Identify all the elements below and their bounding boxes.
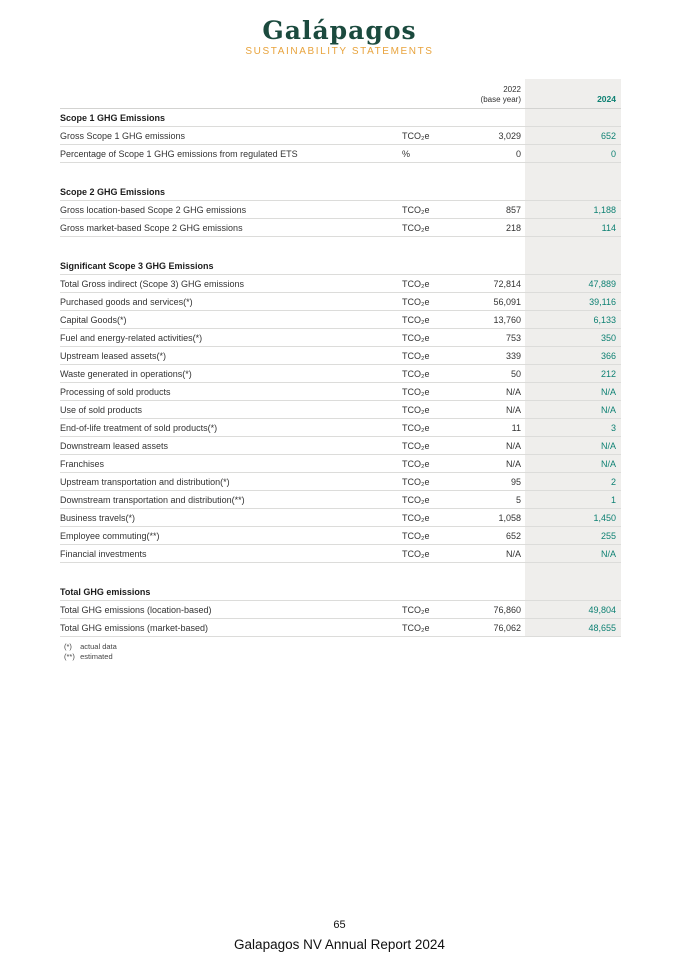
value-2022: 218	[505, 222, 521, 233]
row-label: Total Gross indirect (Scope 3) GHG emissions	[60, 278, 245, 289]
report-title: Galapagos NV Annual Report 2024	[234, 937, 445, 952]
value-2024: 212	[600, 368, 616, 379]
table-row	[60, 545, 621, 563]
row-label: Franchises	[60, 458, 105, 469]
row-unit: %	[402, 148, 411, 159]
section-title: Total GHG emissions	[60, 586, 151, 597]
value-2022: 652	[505, 530, 521, 541]
value-2024: 47,889	[588, 278, 616, 289]
footnote-text: actual data	[80, 642, 117, 651]
section-spacer	[60, 563, 621, 583]
section-title: Scope 2 GHG Emissions	[60, 186, 166, 197]
row-unit: TCO₂e	[402, 314, 430, 325]
table-row	[60, 127, 621, 145]
value-2022: 56,091	[493, 296, 521, 307]
company-logo: Galápagos	[262, 16, 417, 45]
value-2024: 48,655	[588, 622, 616, 633]
document-page	[0, 16, 679, 952]
row-unit: TCO₂e	[402, 404, 430, 415]
row-unit: TCO₂e	[402, 222, 430, 233]
value-2024: N/A	[600, 548, 616, 559]
row-unit: TCO₂e	[402, 622, 430, 633]
row-label: Downstream leased assets	[60, 440, 169, 451]
row-label: Upstream leased assets(*)	[60, 350, 167, 361]
value-2024: 1,450	[593, 512, 616, 523]
row-unit: TCO₂e	[402, 278, 430, 289]
value-2024: 6,133	[593, 314, 616, 325]
value-2024: 39,116	[589, 296, 616, 307]
value-2024: 114	[601, 222, 616, 233]
value-2022: 50	[510, 368, 521, 379]
table-row	[60, 383, 621, 401]
column-header-2022-year: 2022	[503, 85, 521, 94]
section-title: Significant Scope 3 GHG Emissions	[60, 260, 214, 271]
value-2024: 3	[610, 422, 616, 433]
row-label: Upstream transportation and distribution(*)	[60, 476, 230, 487]
table-row	[60, 619, 621, 637]
row-label: Total GHG emissions (market-based)	[60, 622, 209, 633]
row-unit: TCO₂e	[402, 332, 430, 343]
row-unit: TCO₂e	[402, 440, 430, 451]
row-label: Processing of sold products	[60, 386, 171, 397]
value-2024: 350	[600, 332, 616, 343]
value-2022: 3,029	[498, 130, 521, 141]
section-spacer	[60, 163, 621, 183]
value-2024: 0	[610, 148, 616, 159]
table-row	[60, 145, 621, 163]
section-header-row	[60, 183, 621, 201]
column-header-2022-note: (base year)	[480, 94, 521, 104]
row-label: Fuel and energy-related activities(*)	[60, 332, 203, 343]
value-2022: N/A	[505, 386, 521, 397]
row-label: Gross location-based Scope 2 GHG emissions	[60, 204, 247, 215]
footnotes	[64, 642, 679, 662]
row-label: Business travels(*)	[60, 512, 136, 523]
table-row	[60, 601, 621, 619]
value-2022: N/A	[505, 440, 521, 451]
value-2022: N/A	[505, 404, 521, 415]
value-2024: N/A	[600, 458, 616, 469]
row-unit: TCO₂e	[402, 530, 430, 541]
section-header-row	[60, 109, 621, 127]
row-label: Waste generated in operations(*)	[60, 368, 192, 379]
table-row	[60, 455, 621, 473]
row-unit: TCO₂e	[402, 204, 430, 215]
table-row	[60, 491, 621, 509]
row-unit: TCO₂e	[402, 422, 430, 433]
row-unit: TCO₂e	[402, 350, 430, 361]
row-label: Gross market-based Scope 2 GHG emissions	[60, 222, 243, 233]
row-unit: TCO₂e	[402, 458, 430, 469]
value-2022: 857	[505, 204, 521, 215]
row-unit: TCO₂e	[402, 296, 430, 307]
section-title: Scope 1 GHG Emissions	[60, 112, 166, 123]
column-header-2024: 2024	[597, 93, 616, 104]
row-unit: TCO₂e	[402, 548, 430, 559]
row-label: Financial investments	[60, 548, 147, 559]
row-unit: TCO₂e	[402, 386, 430, 397]
value-2022: N/A	[505, 548, 521, 559]
value-2022: 76,860	[493, 604, 521, 615]
row-label: Capital Goods(*)	[60, 314, 127, 325]
value-2024: 255	[600, 530, 616, 541]
value-2022: 13,760	[493, 314, 521, 325]
section-header-row	[60, 583, 621, 601]
table-row	[60, 219, 621, 237]
row-label: Percentage of Scope 1 GHG emissions from regulated ETS	[60, 148, 298, 159]
value-2022: 753	[505, 332, 521, 343]
value-2024: 49,804	[588, 604, 616, 615]
page-number: 65	[333, 919, 346, 931]
value-2024: 1,188	[593, 204, 616, 215]
section-spacer	[60, 237, 621, 257]
page-subtitle: SUSTAINABILITY STATEMENTS	[245, 46, 434, 57]
table-row	[60, 329, 621, 347]
table-row	[60, 419, 621, 437]
value-2022: 1,058	[498, 512, 521, 523]
table-row	[60, 311, 621, 329]
emissions-table-body	[60, 109, 621, 637]
footnote-text: estimated	[80, 652, 113, 661]
table-row	[60, 347, 621, 365]
row-label: Downstream transportation and distribution(**)	[60, 494, 245, 505]
row-label: Use of sold products	[60, 404, 143, 415]
table-row	[60, 201, 621, 219]
row-unit: TCO₂e	[402, 368, 430, 379]
value-2024: N/A	[600, 440, 616, 451]
value-2022: 0	[515, 148, 521, 159]
value-2022: 72,814	[493, 278, 521, 289]
value-2024: N/A	[600, 404, 616, 415]
table-row	[60, 275, 621, 293]
footnote-estimated	[64, 652, 679, 662]
emissions-table	[60, 79, 621, 637]
row-label: Total GHG emissions (location-based)	[60, 604, 212, 615]
row-unit: TCO₂e	[402, 512, 430, 523]
value-2024: 2	[610, 476, 616, 487]
row-unit: TCO₂e	[402, 130, 430, 141]
table-row	[60, 293, 621, 311]
value-2024: 652	[600, 130, 616, 141]
footnote-actual-data	[64, 642, 679, 652]
row-unit: TCO₂e	[402, 494, 430, 505]
table-row	[60, 527, 621, 545]
table-row	[60, 365, 621, 383]
row-label: End-of-life treatment of sold products(*)	[60, 422, 218, 433]
value-2022: 339	[505, 350, 521, 361]
row-label: Gross Scope 1 GHG emissions	[60, 130, 186, 141]
footnote-marker: (*)	[64, 642, 72, 651]
value-2024: 366	[600, 350, 616, 361]
value-2024: 1	[610, 494, 616, 505]
table-header-row	[60, 79, 621, 109]
footnote-marker: (**)	[64, 652, 75, 661]
section-header-row	[60, 257, 621, 275]
column-header-2022	[466, 85, 525, 108]
table-row	[60, 437, 621, 455]
row-unit: TCO₂e	[402, 476, 430, 487]
row-unit: TCO₂e	[402, 604, 430, 615]
value-2022: 11	[511, 422, 521, 433]
row-label: Employee commuting(**)	[60, 530, 160, 541]
table-row	[60, 509, 621, 527]
value-2022: 5	[515, 494, 521, 505]
table-row	[60, 473, 621, 491]
value-2022: N/A	[505, 458, 521, 469]
table-row	[60, 401, 621, 419]
value-2022: 95	[510, 476, 521, 487]
row-label: Purchased goods and services(*)	[60, 296, 193, 307]
value-2022: 76,062	[493, 622, 521, 633]
value-2024: N/A	[600, 386, 616, 397]
